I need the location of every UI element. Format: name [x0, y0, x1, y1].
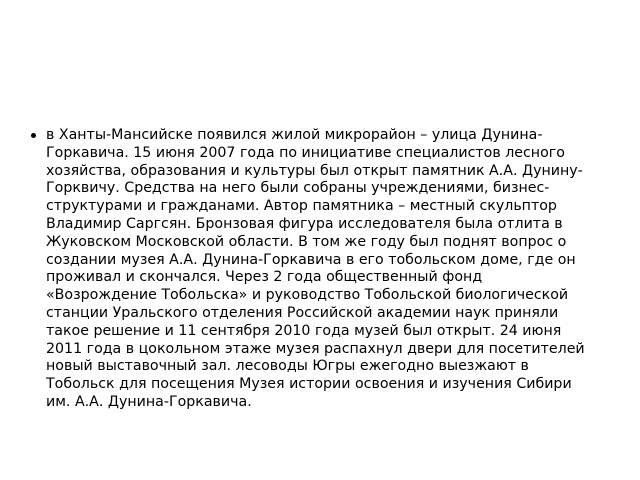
bullet-dot-icon — [31, 133, 36, 138]
slide-content — [30, 127, 590, 412]
bullet-text: в Ханты-Мансийске появился жилой микрорайон – улица Дунина-Горкавича. 15 июня 2007 года по инициативе специалистов лесного хозяйства, образования и культуры был открыт памятник А.А. Дунину-Горквичу. Средства на него были собраны учреждениями, бизнес-структурами и гражданами. Автор памятника – местный скульптор Владимир Саргсян. Бронзовая фигура исследователя была отлита в Жуковском Московской области. В том же году был поднят вопрос о создании музея А.А. Дунина-Горкавича в его тобольском доме, где он проживал и скончался. Через 2 года общественный фонд «Возрождение Тобольска» и руководство Тобольской биологической станции Уральского отделения Российской академии наук приняли такое решение и 11 сентября 2010 года музей был открыт. 24 июня 2011 года в цокольном этаже музея распахнул двери для посетителей новый выставочный зал. лесоводы Югры ежегодно выезжают в Тобольск для посещения Музея истории освоения и изучения Сибири им. А.А. Дунина-Горкавича. — [46, 127, 585, 410]
bullet-list — [30, 127, 590, 412]
bullet-item — [30, 127, 590, 412]
